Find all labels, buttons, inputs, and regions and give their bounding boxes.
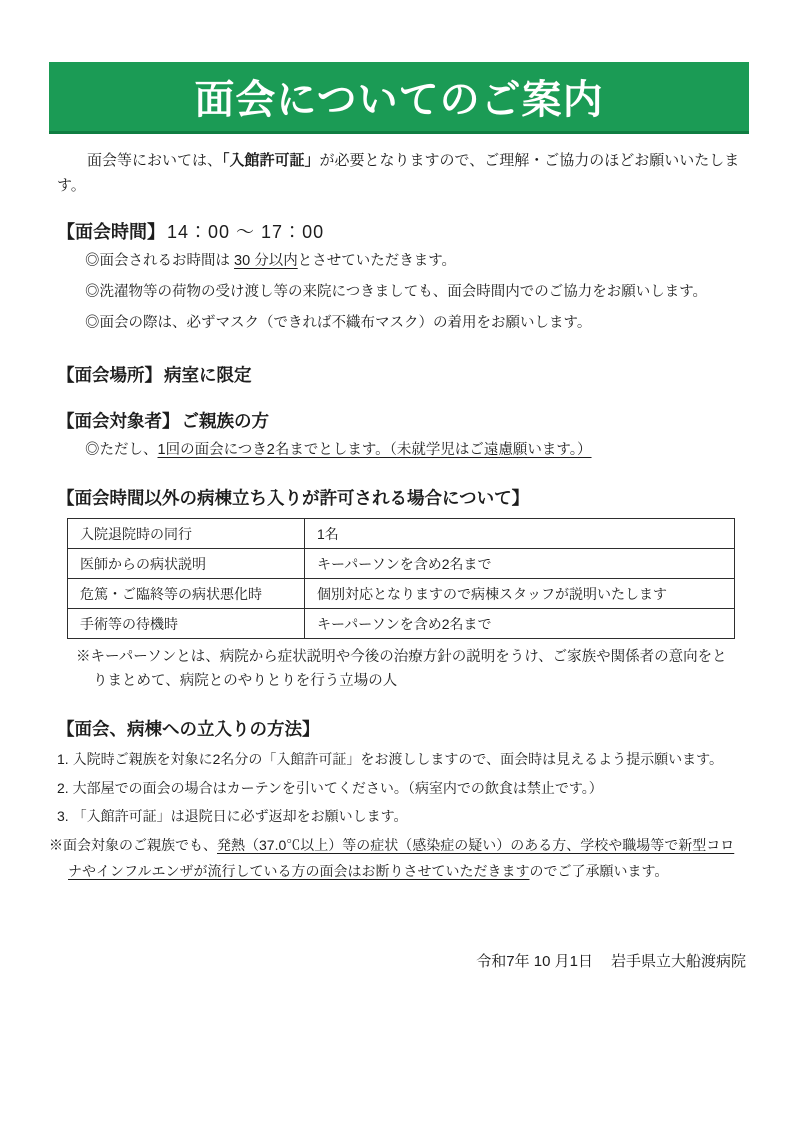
infection-caution-underline: 発熱（37.0℃以上）等の症状（感染症の疑い）のある方、学校や職場等で新型コロナやインフルエンザが流行している方の面会はお断りさせていただきます	[68, 836, 735, 879]
visitors-limit-note-pre: ◎ただし、	[85, 442, 158, 458]
procedure-items	[57, 747, 746, 830]
section-exceptions-heading: 【面会時間以外の病棟立ち入りが許可される場合について】	[57, 488, 530, 508]
hours-bullet-duration	[85, 248, 746, 275]
hours-bullet-duration-pre: ◎面会されるお時間は	[85, 253, 235, 269]
document-title: 面会についてのご案内	[194, 78, 604, 122]
hospital-name: 岩手県立大船渡病院	[610, 953, 746, 970]
visitors-label: 【面会対象者】	[57, 411, 180, 431]
visiting-place-label: 【面会場所】	[57, 365, 162, 385]
section-visiting-place-heading	[57, 363, 746, 387]
permission-table	[67, 518, 735, 639]
section-visiting-hours-heading	[57, 220, 746, 244]
table-cell-rule: キーパーソンを含め2名まで	[305, 549, 735, 579]
table-cell-case: 手術等の待機時	[68, 609, 305, 639]
procedure-item-1: 1. 入院時ご親族を対象に2名分の「入館許可証」をお渡ししますので、面会時は見えるよう提示願います。	[57, 751, 723, 767]
intro-emphasis: 「入館許可証」	[222, 152, 320, 169]
intro-text-pre: 面会等においては、	[87, 152, 223, 169]
table-cell-case: 入院退院時の同行	[68, 519, 305, 549]
section-visitors-heading	[57, 409, 746, 433]
title-banner	[49, 62, 749, 134]
intro-text-post: が必要となりますので、ご理解・ご協力のほどお願いいたします。	[57, 152, 740, 194]
section-procedure-heading: 【面会、病棟への立入りの方法】	[57, 719, 320, 739]
table-row	[68, 549, 735, 579]
visiting-place-value: 病室に限定	[164, 365, 252, 385]
procedure-item-2: 2. 大部屋での面会の場合はカーテンを引いてください。（病室内での飲食は禁止です。）	[57, 779, 603, 796]
hours-bullet-duration-post: とさせていただきます。	[297, 253, 457, 269]
procedure-item-3: 3. 「入館許可証」は退院日に必ず返却をお願いします。	[57, 808, 408, 824]
visiting-hours-time-range: 14：00 ～ 17：00	[167, 222, 325, 242]
table-cell-case: 医師からの病状説明	[68, 549, 305, 579]
table-cell-rule: 個別対応となりますので病棟スタッフが説明いたします	[305, 579, 735, 609]
footer-line	[476, 950, 746, 971]
table-cell-case: 危篤・ご臨終等の病状悪化時	[68, 579, 305, 609]
visitors-value: ご親族の方	[181, 411, 269, 431]
infection-caution-post: のでご了承願います。	[529, 862, 669, 879]
table-row	[68, 609, 735, 639]
table-row	[68, 579, 735, 609]
keyperson-note: ※キーパーソンとは、病院から症状説明や今後の治療方針の説明をうけ、ご家族や関係者の意向をとりまとめて、病院とのやりとりを行う立場の人	[76, 649, 727, 689]
infection-caution-paragraph	[49, 832, 744, 884]
table-cell-rule: キーパーソンを含め2名まで	[305, 609, 735, 639]
intro-paragraph	[57, 148, 746, 198]
visitors-limit-note-underline: 1回の面会につき2名までとします。（未就学児はご遠慮願います。）	[157, 442, 592, 458]
issue-date: 令和7年 10 月1日	[476, 953, 593, 970]
table-cell-rule: 1名	[305, 519, 735, 549]
visiting-hours-label: 【面会時間】	[57, 222, 165, 242]
hours-bullet-mask: ◎面会の際は、必ずマスク（できれば不織布マスク）の着用をお願いします。	[85, 315, 592, 331]
hours-bullet-laundry: ◎洗濯物等の荷物の受け渡し等の来院につきましても、面会時間内でのご協力をお願いします。	[85, 284, 708, 300]
hours-bullet-duration-underline: 30 分以内	[234, 253, 298, 269]
document-body	[0, 148, 794, 884]
infection-caution-pre: ※面会対象のご親族でも、	[49, 836, 217, 853]
table-row	[68, 519, 735, 549]
visitors-limit-note	[85, 437, 746, 464]
